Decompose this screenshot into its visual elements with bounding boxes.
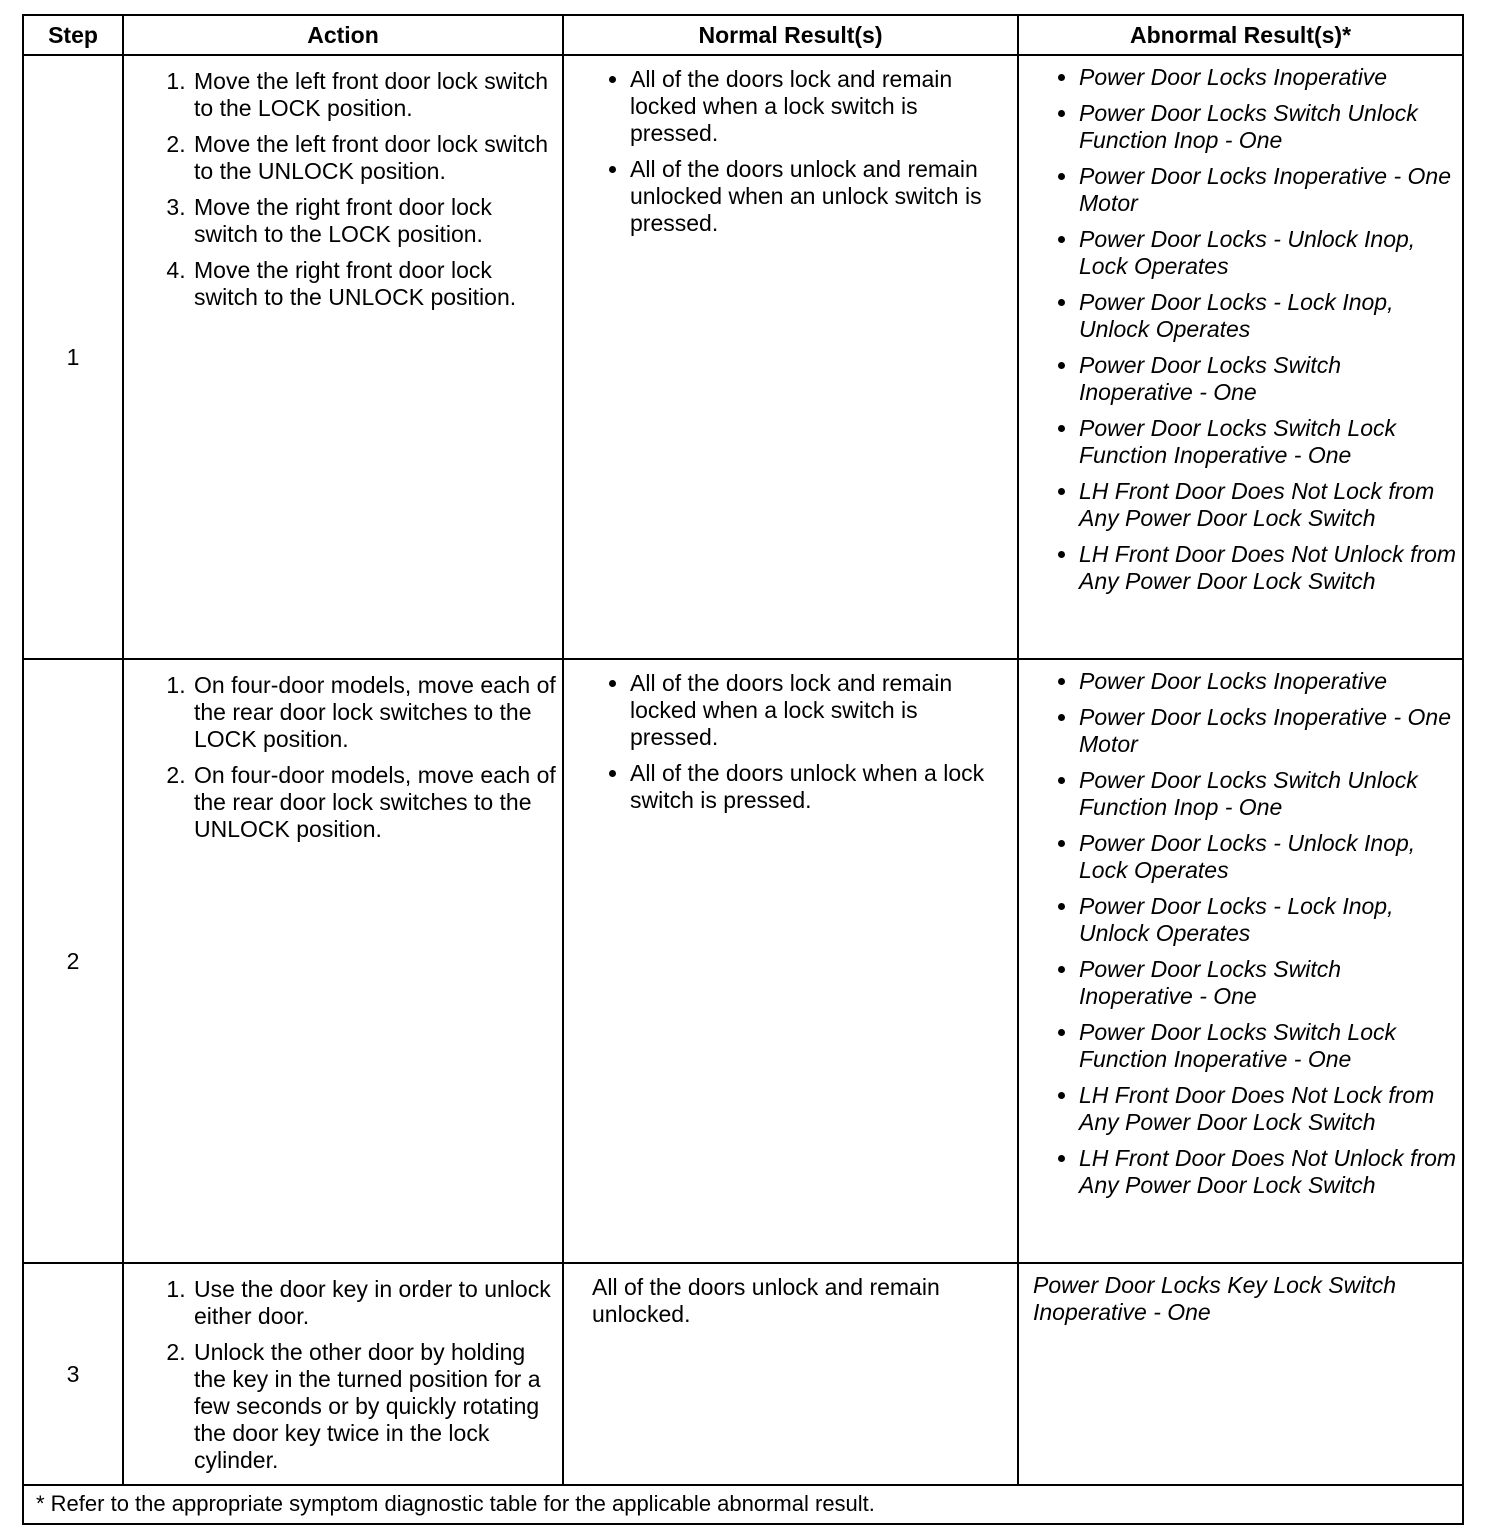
step-number: 1 bbox=[23, 55, 123, 659]
action-item: 2. Move the left front door lock switch to the UNLOCK position. bbox=[192, 131, 556, 185]
normal-result-item: • All of the doors unlock when a lock switch is pressed. bbox=[630, 760, 1011, 814]
abnormal-result-list bbox=[1019, 64, 1458, 595]
action-cell bbox=[123, 55, 563, 659]
abnormal-result-cell bbox=[1018, 1263, 1463, 1485]
abnormal-result-item: • Power Door Locks - Lock Inop, Unlock Operates bbox=[1079, 289, 1458, 343]
table-row bbox=[23, 55, 1463, 659]
footnote: * Refer to the appropriate symptom diagnostic table for the applicable abnormal result. bbox=[23, 1485, 1463, 1524]
header-action: Action bbox=[123, 15, 563, 55]
table-row bbox=[23, 1263, 1463, 1485]
normal-result-text: All of the doors unlock and remain unlocked. bbox=[592, 1274, 940, 1327]
abnormal-result-text: Power Door Locks Key Lock Switch Inoperative - One bbox=[1033, 1272, 1397, 1325]
abnormal-result-item: • Power Door Locks Switch Unlock Function Inop - One bbox=[1079, 767, 1458, 821]
action-cell bbox=[123, 659, 563, 1263]
abnormal-result-list bbox=[1019, 668, 1458, 1199]
abnormal-result-item: • Power Door Locks - Unlock Inop, Lock Operates bbox=[1079, 830, 1458, 884]
header-normal-results: Normal Result(s) bbox=[563, 15, 1018, 55]
abnormal-result-item: • Power Door Locks Switch Lock Function Inoperative - One bbox=[1079, 1019, 1458, 1073]
action-item: 1. Use the door key in order to unlock either door. bbox=[192, 1276, 556, 1330]
action-item: 3. Move the right front door lock switch to the LOCK position. bbox=[192, 194, 556, 248]
action-item: 1. On four-door models, move each of the rear door lock switches to the LOCK position. bbox=[192, 672, 556, 753]
header-abnormal-results: Abnormal Result(s)* bbox=[1018, 15, 1463, 55]
abnormal-result-item: • LH Front Door Does Not Unlock from Any Power Door Lock Switch bbox=[1079, 541, 1458, 595]
action-cell bbox=[123, 1263, 563, 1485]
action-item: 2. Unlock the other door by holding the key in the turned position for a few seconds or by quickly rotating the door key twice in the lock cylinder. bbox=[192, 1339, 556, 1474]
header-row bbox=[23, 15, 1463, 55]
normal-result-item: • All of the doors unlock and remain unlocked when an unlock switch is pressed. bbox=[630, 156, 1011, 237]
normal-result-list bbox=[564, 66, 1011, 237]
abnormal-result-item: • Power Door Locks - Lock Inop, Unlock Operates bbox=[1079, 893, 1458, 947]
step-number: 3 bbox=[23, 1263, 123, 1485]
diagnostic-table bbox=[22, 14, 1464, 1525]
action-item: 2. On four-door models, move each of the rear door lock switches to the UNLOCK position. bbox=[192, 762, 556, 843]
normal-result-cell bbox=[563, 1263, 1018, 1485]
abnormal-result-item: • Power Door Locks Inoperative bbox=[1079, 668, 1458, 695]
table-row bbox=[23, 659, 1463, 1263]
abnormal-result-item: • LH Front Door Does Not Lock from Any Power Door Lock Switch bbox=[1079, 478, 1458, 532]
abnormal-result-item: • LH Front Door Does Not Unlock from Any Power Door Lock Switch bbox=[1079, 1145, 1458, 1199]
header-step: Step bbox=[23, 15, 123, 55]
abnormal-result-item: • LH Front Door Does Not Lock from Any Power Door Lock Switch bbox=[1079, 1082, 1458, 1136]
action-list bbox=[124, 672, 556, 843]
action-item: 1. Move the left front door lock switch to the LOCK position. bbox=[192, 68, 556, 122]
abnormal-result-item: • Power Door Locks Switch Lock Function Inoperative - One bbox=[1079, 415, 1458, 469]
abnormal-result-item: • Power Door Locks Inoperative - One Motor bbox=[1079, 704, 1458, 758]
abnormal-result-item: • Power Door Locks Switch Unlock Function Inop - One bbox=[1079, 100, 1458, 154]
abnormal-result-item: • Power Door Locks - Unlock Inop, Lock Operates bbox=[1079, 226, 1458, 280]
abnormal-result-item: • Power Door Locks Inoperative bbox=[1079, 64, 1458, 91]
abnormal-result-item: • Power Door Locks Inoperative - One Motor bbox=[1079, 163, 1458, 217]
normal-result-item: • All of the doors lock and remain locked when a lock switch is pressed. bbox=[630, 66, 1011, 147]
abnormal-result-item: • Power Door Locks Switch Inoperative - One bbox=[1079, 352, 1458, 406]
action-item: 4. Move the right front door lock switch to the UNLOCK position. bbox=[192, 257, 556, 311]
normal-result-cell bbox=[563, 659, 1018, 1263]
normal-result-item: • All of the doors lock and remain locked when a lock switch is pressed. bbox=[630, 670, 1011, 751]
abnormal-result-item: • Power Door Locks Switch Inoperative - One bbox=[1079, 956, 1458, 1010]
step-number: 2 bbox=[23, 659, 123, 1263]
normal-result-list bbox=[564, 670, 1011, 814]
normal-result-cell bbox=[563, 55, 1018, 659]
action-list bbox=[124, 68, 556, 311]
footnote-row bbox=[23, 1485, 1463, 1524]
abnormal-result-cell bbox=[1018, 55, 1463, 659]
abnormal-result-cell bbox=[1018, 659, 1463, 1263]
action-list bbox=[124, 1276, 556, 1474]
